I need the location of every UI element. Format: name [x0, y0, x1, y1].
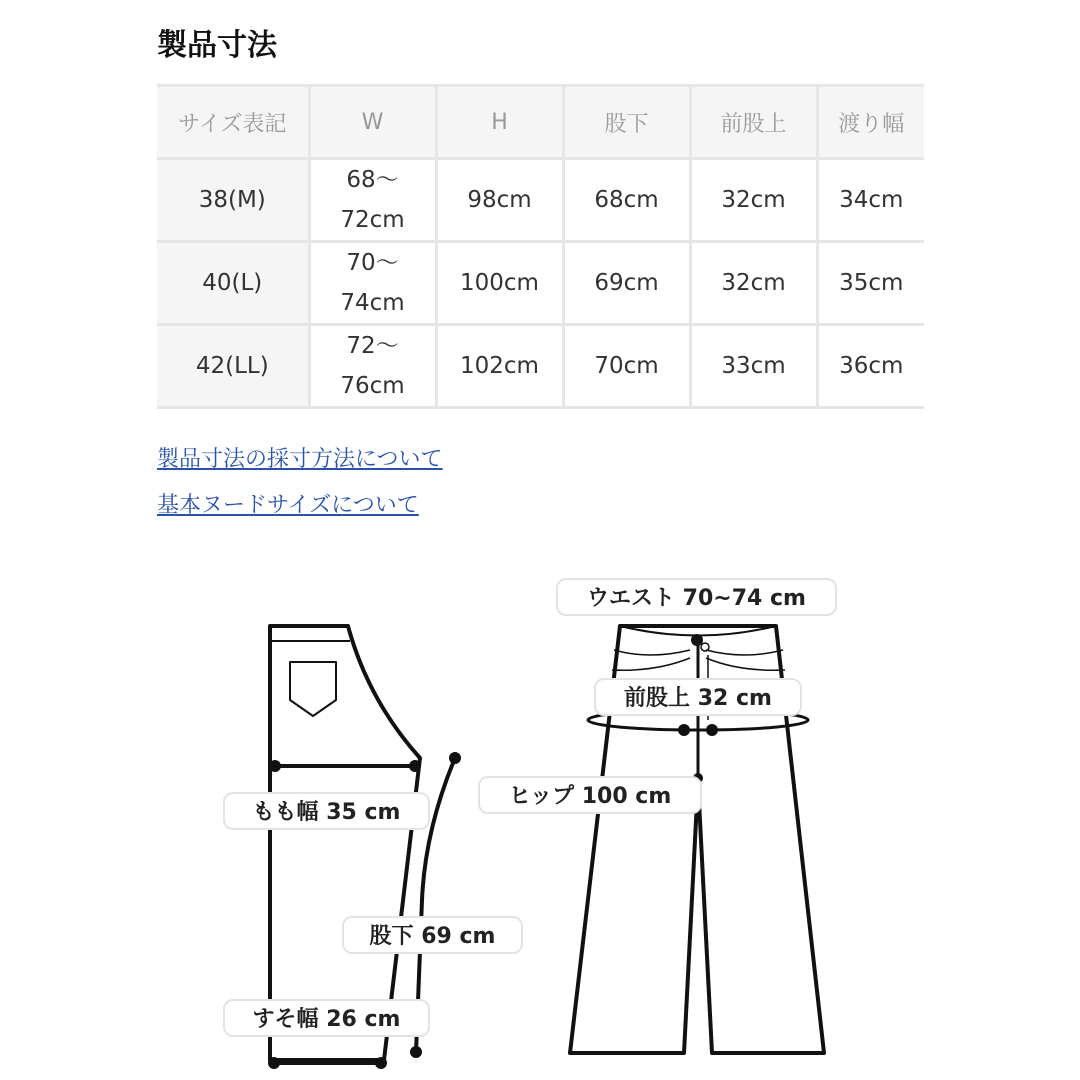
- table-cell: 32cm: [690, 242, 817, 325]
- measure-method-link[interactable]: 製品寸法の採寸方法について: [157, 447, 443, 472]
- table-cell: 36cm: [817, 325, 924, 408]
- inseam-measure-top: [449, 752, 461, 764]
- inseam-measure-bottom: [410, 1046, 422, 1058]
- pants-measurement-diagram: [0, 560, 1080, 1080]
- thigh-width-label: もも幅 35 cm: [223, 792, 430, 830]
- header-size-label: サイズ表記: [157, 86, 309, 159]
- cell-value: 70〜 74cm: [340, 250, 405, 316]
- size-cell: 42(LL): [157, 325, 309, 408]
- table-header-row: [157, 86, 924, 159]
- cell-value: 72〜 76cm: [340, 333, 405, 399]
- table-row: [157, 159, 924, 242]
- table-cell: 32cm: [690, 159, 817, 242]
- front-rise-label: 前股上 32 cm: [594, 678, 802, 716]
- size-table: [157, 84, 924, 409]
- nude-size-link[interactable]: 基本ヌードサイズについて: [157, 493, 419, 518]
- cell-value: 68〜 72cm: [340, 167, 405, 233]
- pants-side-view: [270, 626, 455, 1060]
- table-cell: 98cm: [436, 159, 563, 242]
- size-cell: 40(L): [157, 242, 309, 325]
- header-waist: W: [309, 86, 436, 159]
- thigh-measure-line: [269, 760, 421, 772]
- header-inseam: 股下: [563, 86, 690, 159]
- header-hip: H: [436, 86, 563, 159]
- inseam-label: 股下 69 cm: [342, 916, 523, 954]
- table-cell: [309, 242, 436, 325]
- table-cell: 100cm: [436, 242, 563, 325]
- table-cell: 68cm: [563, 159, 690, 242]
- table-row: [157, 325, 924, 408]
- table-cell: 69cm: [563, 242, 690, 325]
- table-cell: 33cm: [690, 325, 817, 408]
- table-row: [157, 242, 924, 325]
- table-cell: 102cm: [436, 325, 563, 408]
- hem-width-label: すそ幅 26 cm: [223, 999, 430, 1037]
- table-cell: 35cm: [817, 242, 924, 325]
- header-thigh-width: 渡り幅: [817, 86, 924, 159]
- table-cell: 34cm: [817, 159, 924, 242]
- table-cell: [309, 325, 436, 408]
- hip-label: ヒップ 100 cm: [478, 776, 702, 814]
- size-cell: 38(M): [157, 159, 309, 242]
- waist-label: ウエスト 70~74 cm: [556, 578, 837, 616]
- table-cell: 70cm: [563, 325, 690, 408]
- page-title: 製品寸法: [157, 28, 277, 63]
- table-cell: [309, 159, 436, 242]
- header-front-rise: 前股上: [690, 86, 817, 159]
